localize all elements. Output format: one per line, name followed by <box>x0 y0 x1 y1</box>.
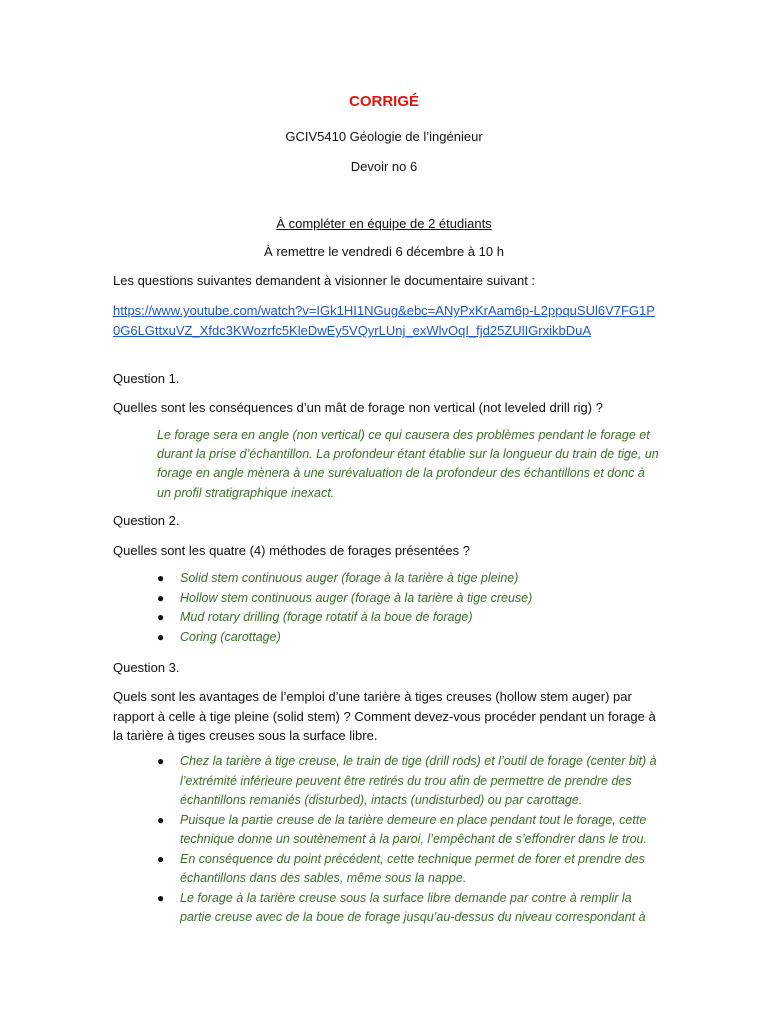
list-item <box>157 608 662 628</box>
list-item <box>157 850 662 889</box>
question-2-text: Quelles sont les quatre (4) méthodes de forages présentées ? <box>113 543 470 558</box>
list-item <box>157 811 662 850</box>
page-title: CORRIGÉ <box>348 93 419 110</box>
question-1-answer: Le forage sera en angle (non vertical) ce qui causera des problèmes pendant le forage et durant la prise d’échantillon. La profondeur étant établie sur la longueur du train de tige, un forage en angle mènera à une surévaluation de la profondeur des échantillons et donc à un profil stratigraphique inexact. <box>157 428 659 500</box>
list-item-text: Le forage à la tarière creuse sous la surface libre demande par contre à remplir la partie creuse avec de la boue de forage jusqu’au-dessus du niveau correspondant à <box>180 890 646 924</box>
list-item <box>157 628 662 648</box>
intro-text: Les questions suivantes demandent à visionner le documentaire suivant : <box>113 273 536 288</box>
list-item-text: Puisque la partie creuse de la tarière demeure en place pendant tout le forage, cette technique donne un soutènement à la paroi, l’empêchant de s’effondrer dans le trou. <box>180 812 647 846</box>
list-item-text: En conséquence du point précédent, cette technique permet de forer et prendre des échantillons dans des sables, même sous la nappe. <box>180 851 645 885</box>
bullet-icon: ● <box>157 610 165 624</box>
documentary-link-wrapper <box>113 301 656 341</box>
list-item <box>157 752 662 811</box>
list-item-text: Hollow stem continuous auger (forage à la tarière à tige creuse) <box>180 590 533 605</box>
list-item-text: Mud rotary drilling (forage rotatif à la boue de forage) <box>180 610 473 624</box>
bullet-icon: ● <box>157 851 165 866</box>
list-item-text: Solid stem continuous auger (forage à la tarière à tige pleine) <box>180 571 519 585</box>
question-2-answer-list <box>157 569 662 647</box>
assignment-number: Devoir no 6 <box>350 159 418 174</box>
question-1-text: Quelles sont les conséquences d’un mât de forage non vertical (not leveled drill rig) ? <box>113 400 603 415</box>
list-item <box>157 889 662 928</box>
documentary-link[interactable]: https://www.youtube.com/watch?v=IGk1HI1NGug&ebc=ANyPxKrAam6p-L2ppquSUl6V7FG1P0G6LGttxuVZ_Xfdc3KWozrfc5KleDwEy5VQyrLUnj_exWlvOqI_fjd25ZUlIGrxikbDuA <box>113 303 655 338</box>
list-item <box>157 569 662 589</box>
question-2-label: Question 2. <box>113 513 180 528</box>
bullet-icon: ● <box>157 590 165 605</box>
question-3-label: Question 3. <box>113 660 180 675</box>
bullet-icon: ● <box>157 629 165 644</box>
bullet-icon: ● <box>157 571 165 585</box>
bullet-icon: ● <box>157 812 165 827</box>
team-note: À compléter en équipe de 2 étudiants <box>276 216 492 231</box>
question-1-label: Question 1. <box>113 371 180 386</box>
question-3-answer-list <box>157 752 662 928</box>
question-3-text: Quels sont les avantages de l’emploi d’une tarière à tiges creuses (hollow stem auger) par rapport à celle à tige pleine (solid stem) ? Comment devez-vous procéder pendant un forage à la tarière à tiges creuses sous la surface libre. <box>113 689 656 743</box>
course-name: GCIV5410 Géologie de l’ingénieur <box>285 129 483 144</box>
list-item-text: Coring (carottage) <box>180 629 281 644</box>
bullet-icon: ● <box>157 754 165 768</box>
due-date: À remettre le vendredi 6 décembre à 10 h <box>264 244 504 259</box>
list-item-text: Chez la tarière à tige creuse, le train de tige (drill rods) et l’outil de forage (center bit) à l’extrémité inférieure peuvent être retirés du trou afin de permettre de prendre des échantillons remaniés (disturbed), intacts (undisturbed) ou par carottage. <box>180 754 657 807</box>
list-item <box>157 589 662 609</box>
bullet-icon: ● <box>157 890 165 905</box>
